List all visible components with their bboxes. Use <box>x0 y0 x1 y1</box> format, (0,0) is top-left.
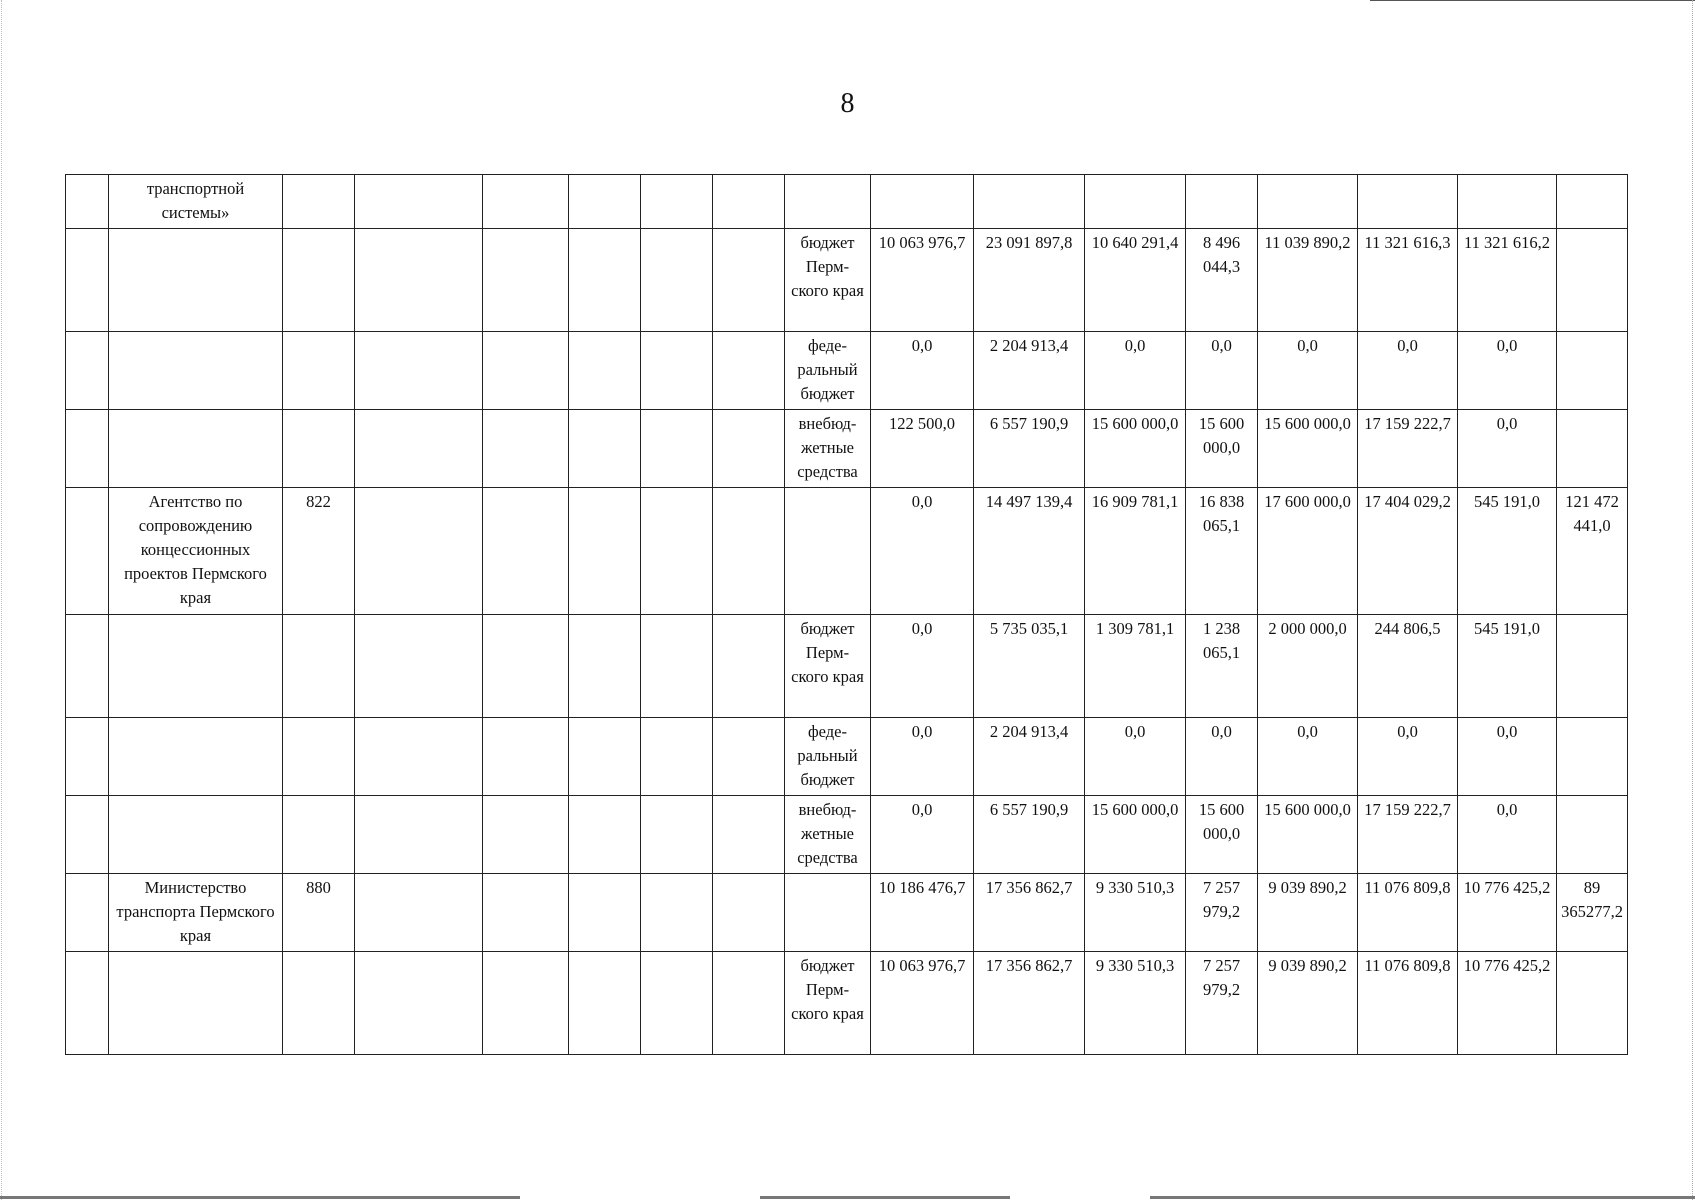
value-cell: 16 909 781,1 <box>1085 488 1186 615</box>
page-number: 8 <box>840 88 855 119</box>
value-cell: 0,0 <box>1458 410 1557 488</box>
value-cell <box>1358 175 1458 229</box>
value-cell: 0,0 <box>1258 718 1358 796</box>
value-cell <box>1557 718 1628 796</box>
value-cell: 15 600 000,0 <box>1085 410 1186 488</box>
table-row <box>66 410 1628 488</box>
funding-source-cell: феде-ральный бюджет <box>785 718 871 796</box>
funding-source-cell <box>785 488 871 615</box>
value-cell: 11 039 890,2 <box>1258 229 1358 332</box>
empty-cell <box>713 175 785 229</box>
organization-cell <box>109 229 283 332</box>
value-cell: 7 257 979,2 <box>1186 874 1258 952</box>
scan-edge-bottom <box>0 1196 1695 1199</box>
empty-cell <box>569 796 641 874</box>
value-cell: 122 500,0 <box>871 410 974 488</box>
empty-cell <box>641 488 713 615</box>
organization-cell <box>109 332 283 410</box>
row-index-cell <box>66 796 109 874</box>
empty-cell <box>713 874 785 952</box>
value-cell: 121 472 441,0 <box>1557 488 1628 615</box>
empty-cell <box>483 332 569 410</box>
organization-cell: транспортной системы» <box>109 175 283 229</box>
value-cell: 10 186 476,7 <box>871 874 974 952</box>
code-cell <box>283 229 355 332</box>
empty-cell <box>483 410 569 488</box>
value-cell: 0,0 <box>871 332 974 410</box>
value-cell: 0,0 <box>1258 332 1358 410</box>
empty-cell <box>641 874 713 952</box>
value-cell: 10 063 976,7 <box>871 229 974 332</box>
empty-cell <box>641 718 713 796</box>
empty-cell <box>713 229 785 332</box>
organization-cell <box>109 718 283 796</box>
empty-cell <box>569 615 641 718</box>
table-row <box>66 615 1628 718</box>
budget-table <box>65 174 1628 1055</box>
value-cell: 7 257 979,2 <box>1186 952 1258 1055</box>
organization-cell <box>109 410 283 488</box>
code-cell <box>283 175 355 229</box>
value-cell: 0,0 <box>871 796 974 874</box>
empty-cell <box>355 410 483 488</box>
code-cell <box>283 615 355 718</box>
value-cell: 545 191,0 <box>1458 615 1557 718</box>
empty-cell <box>641 796 713 874</box>
value-cell <box>871 175 974 229</box>
empty-cell <box>355 874 483 952</box>
empty-cell <box>713 718 785 796</box>
table-row <box>66 332 1628 410</box>
empty-cell <box>483 952 569 1055</box>
code-cell <box>283 410 355 488</box>
value-cell: 9 330 510,3 <box>1085 952 1186 1055</box>
code-cell: 880 <box>283 874 355 952</box>
value-cell: 0,0 <box>1085 332 1186 410</box>
value-cell: 23 091 897,8 <box>974 229 1085 332</box>
value-cell: 0,0 <box>1085 718 1186 796</box>
value-cell: 1 238 065,1 <box>1186 615 1258 718</box>
empty-cell <box>569 488 641 615</box>
funding-source-cell: бюджет Перм-ского края <box>785 952 871 1055</box>
value-cell: 11 076 809,8 <box>1358 874 1458 952</box>
value-cell: 6 557 190,9 <box>974 796 1085 874</box>
scan-edge-left <box>1 0 3 1200</box>
value-cell: 6 557 190,9 <box>974 410 1085 488</box>
value-cell: 5 735 035,1 <box>974 615 1085 718</box>
empty-cell <box>713 796 785 874</box>
value-cell: 8 496 044,3 <box>1186 229 1258 332</box>
value-cell: 17 159 222,7 <box>1358 410 1458 488</box>
value-cell: 0,0 <box>1358 718 1458 796</box>
value-cell: 2 204 913,4 <box>974 718 1085 796</box>
row-index-cell <box>66 718 109 796</box>
value-cell <box>1085 175 1186 229</box>
empty-cell <box>641 175 713 229</box>
table-body <box>66 175 1628 1055</box>
value-cell: 0,0 <box>1358 332 1458 410</box>
table-row <box>66 952 1628 1055</box>
empty-cell <box>355 488 483 615</box>
empty-cell <box>641 410 713 488</box>
empty-cell <box>483 175 569 229</box>
value-cell: 0,0 <box>1458 796 1557 874</box>
empty-cell <box>355 175 483 229</box>
row-index-cell <box>66 874 109 952</box>
empty-cell <box>569 410 641 488</box>
organization-cell <box>109 615 283 718</box>
value-cell: 89 365277,2 <box>1557 874 1628 952</box>
empty-cell <box>355 229 483 332</box>
value-cell: 17 600 000,0 <box>1258 488 1358 615</box>
funding-source-cell: внебюд-жетные средства <box>785 410 871 488</box>
value-cell: 15 600 000,0 <box>1258 410 1358 488</box>
empty-cell <box>569 874 641 952</box>
value-cell <box>1458 175 1557 229</box>
empty-cell <box>569 332 641 410</box>
code-cell: 822 <box>283 488 355 615</box>
row-index-cell <box>66 488 109 615</box>
funding-source-cell: феде-ральный бюджет <box>785 332 871 410</box>
value-cell <box>974 175 1085 229</box>
empty-cell <box>641 615 713 718</box>
value-cell: 0,0 <box>1458 332 1557 410</box>
value-cell: 10 640 291,4 <box>1085 229 1186 332</box>
value-cell: 10 776 425,2 <box>1458 874 1557 952</box>
value-cell: 0,0 <box>1458 718 1557 796</box>
value-cell <box>1557 332 1628 410</box>
value-cell: 0,0 <box>871 615 974 718</box>
empty-cell <box>713 952 785 1055</box>
value-cell <box>1557 796 1628 874</box>
value-cell: 2 204 913,4 <box>974 332 1085 410</box>
value-cell <box>1557 175 1628 229</box>
funding-source-cell <box>785 175 871 229</box>
value-cell: 14 497 139,4 <box>974 488 1085 615</box>
value-cell: 17 159 222,7 <box>1358 796 1458 874</box>
value-cell: 17 356 862,7 <box>974 874 1085 952</box>
row-index-cell <box>66 410 109 488</box>
funding-source-cell: бюджет Перм-ского края <box>785 615 871 718</box>
empty-cell <box>713 615 785 718</box>
empty-cell <box>483 718 569 796</box>
code-cell <box>283 332 355 410</box>
empty-cell <box>641 229 713 332</box>
empty-cell <box>641 952 713 1055</box>
empty-cell <box>713 488 785 615</box>
funding-source-cell: внебюд-жетные средства <box>785 796 871 874</box>
value-cell: 17 404 029,2 <box>1358 488 1458 615</box>
value-cell: 11 076 809,8 <box>1358 952 1458 1055</box>
value-cell: 17 356 862,7 <box>974 952 1085 1055</box>
value-cell: 0,0 <box>1186 718 1258 796</box>
table-row <box>66 175 1628 229</box>
value-cell: 0,0 <box>1186 332 1258 410</box>
row-index-cell <box>66 229 109 332</box>
row-index-cell <box>66 175 109 229</box>
value-cell: 0,0 <box>871 488 974 615</box>
value-cell: 545 191,0 <box>1458 488 1557 615</box>
value-cell: 15 600 000,0 <box>1085 796 1186 874</box>
value-cell: 10 063 976,7 <box>871 952 974 1055</box>
value-cell: 2 000 000,0 <box>1258 615 1358 718</box>
value-cell: 0,0 <box>871 718 974 796</box>
empty-cell <box>355 952 483 1055</box>
value-cell: 1 309 781,1 <box>1085 615 1186 718</box>
code-cell <box>283 796 355 874</box>
empty-cell <box>483 796 569 874</box>
table-row <box>66 874 1628 952</box>
code-cell <box>283 952 355 1055</box>
empty-cell <box>355 332 483 410</box>
value-cell: 15 600 000,0 <box>1186 796 1258 874</box>
value-cell: 15 600 000,0 <box>1186 410 1258 488</box>
empty-cell <box>641 332 713 410</box>
row-index-cell <box>66 615 109 718</box>
scan-edge-top <box>1370 0 1695 1</box>
table-row <box>66 488 1628 615</box>
empty-cell <box>355 796 483 874</box>
organization-cell: Министерство транспорта Пермского края <box>109 874 283 952</box>
empty-cell <box>483 874 569 952</box>
empty-cell <box>713 332 785 410</box>
empty-cell <box>569 229 641 332</box>
row-index-cell <box>66 952 109 1055</box>
value-cell: 15 600 000,0 <box>1258 796 1358 874</box>
value-cell: 9 039 890,2 <box>1258 874 1358 952</box>
organization-cell <box>109 952 283 1055</box>
value-cell <box>1258 175 1358 229</box>
code-cell <box>283 718 355 796</box>
funding-source-cell <box>785 874 871 952</box>
empty-cell <box>569 718 641 796</box>
funding-source-cell: бюджет Перм-ского края <box>785 229 871 332</box>
value-cell: 10 776 425,2 <box>1458 952 1557 1055</box>
empty-cell <box>569 175 641 229</box>
row-index-cell <box>66 332 109 410</box>
empty-cell <box>483 229 569 332</box>
value-cell: 9 039 890,2 <box>1258 952 1358 1055</box>
value-cell: 244 806,5 <box>1358 615 1458 718</box>
table-row <box>66 718 1628 796</box>
value-cell <box>1557 410 1628 488</box>
organization-cell <box>109 796 283 874</box>
value-cell: 9 330 510,3 <box>1085 874 1186 952</box>
value-cell <box>1557 615 1628 718</box>
value-cell: 11 321 616,3 <box>1358 229 1458 332</box>
empty-cell <box>483 615 569 718</box>
empty-cell <box>355 718 483 796</box>
empty-cell <box>569 952 641 1055</box>
value-cell <box>1557 952 1628 1055</box>
value-cell <box>1557 229 1628 332</box>
table-row <box>66 229 1628 332</box>
value-cell: 11 321 616,2 <box>1458 229 1557 332</box>
value-cell: 16 838 065,1 <box>1186 488 1258 615</box>
value-cell <box>1186 175 1258 229</box>
table-row <box>66 796 1628 874</box>
empty-cell <box>355 615 483 718</box>
empty-cell <box>713 410 785 488</box>
organization-cell: Агентство по сопровождению концессионных проектов Пермского края <box>109 488 283 615</box>
empty-cell <box>483 488 569 615</box>
